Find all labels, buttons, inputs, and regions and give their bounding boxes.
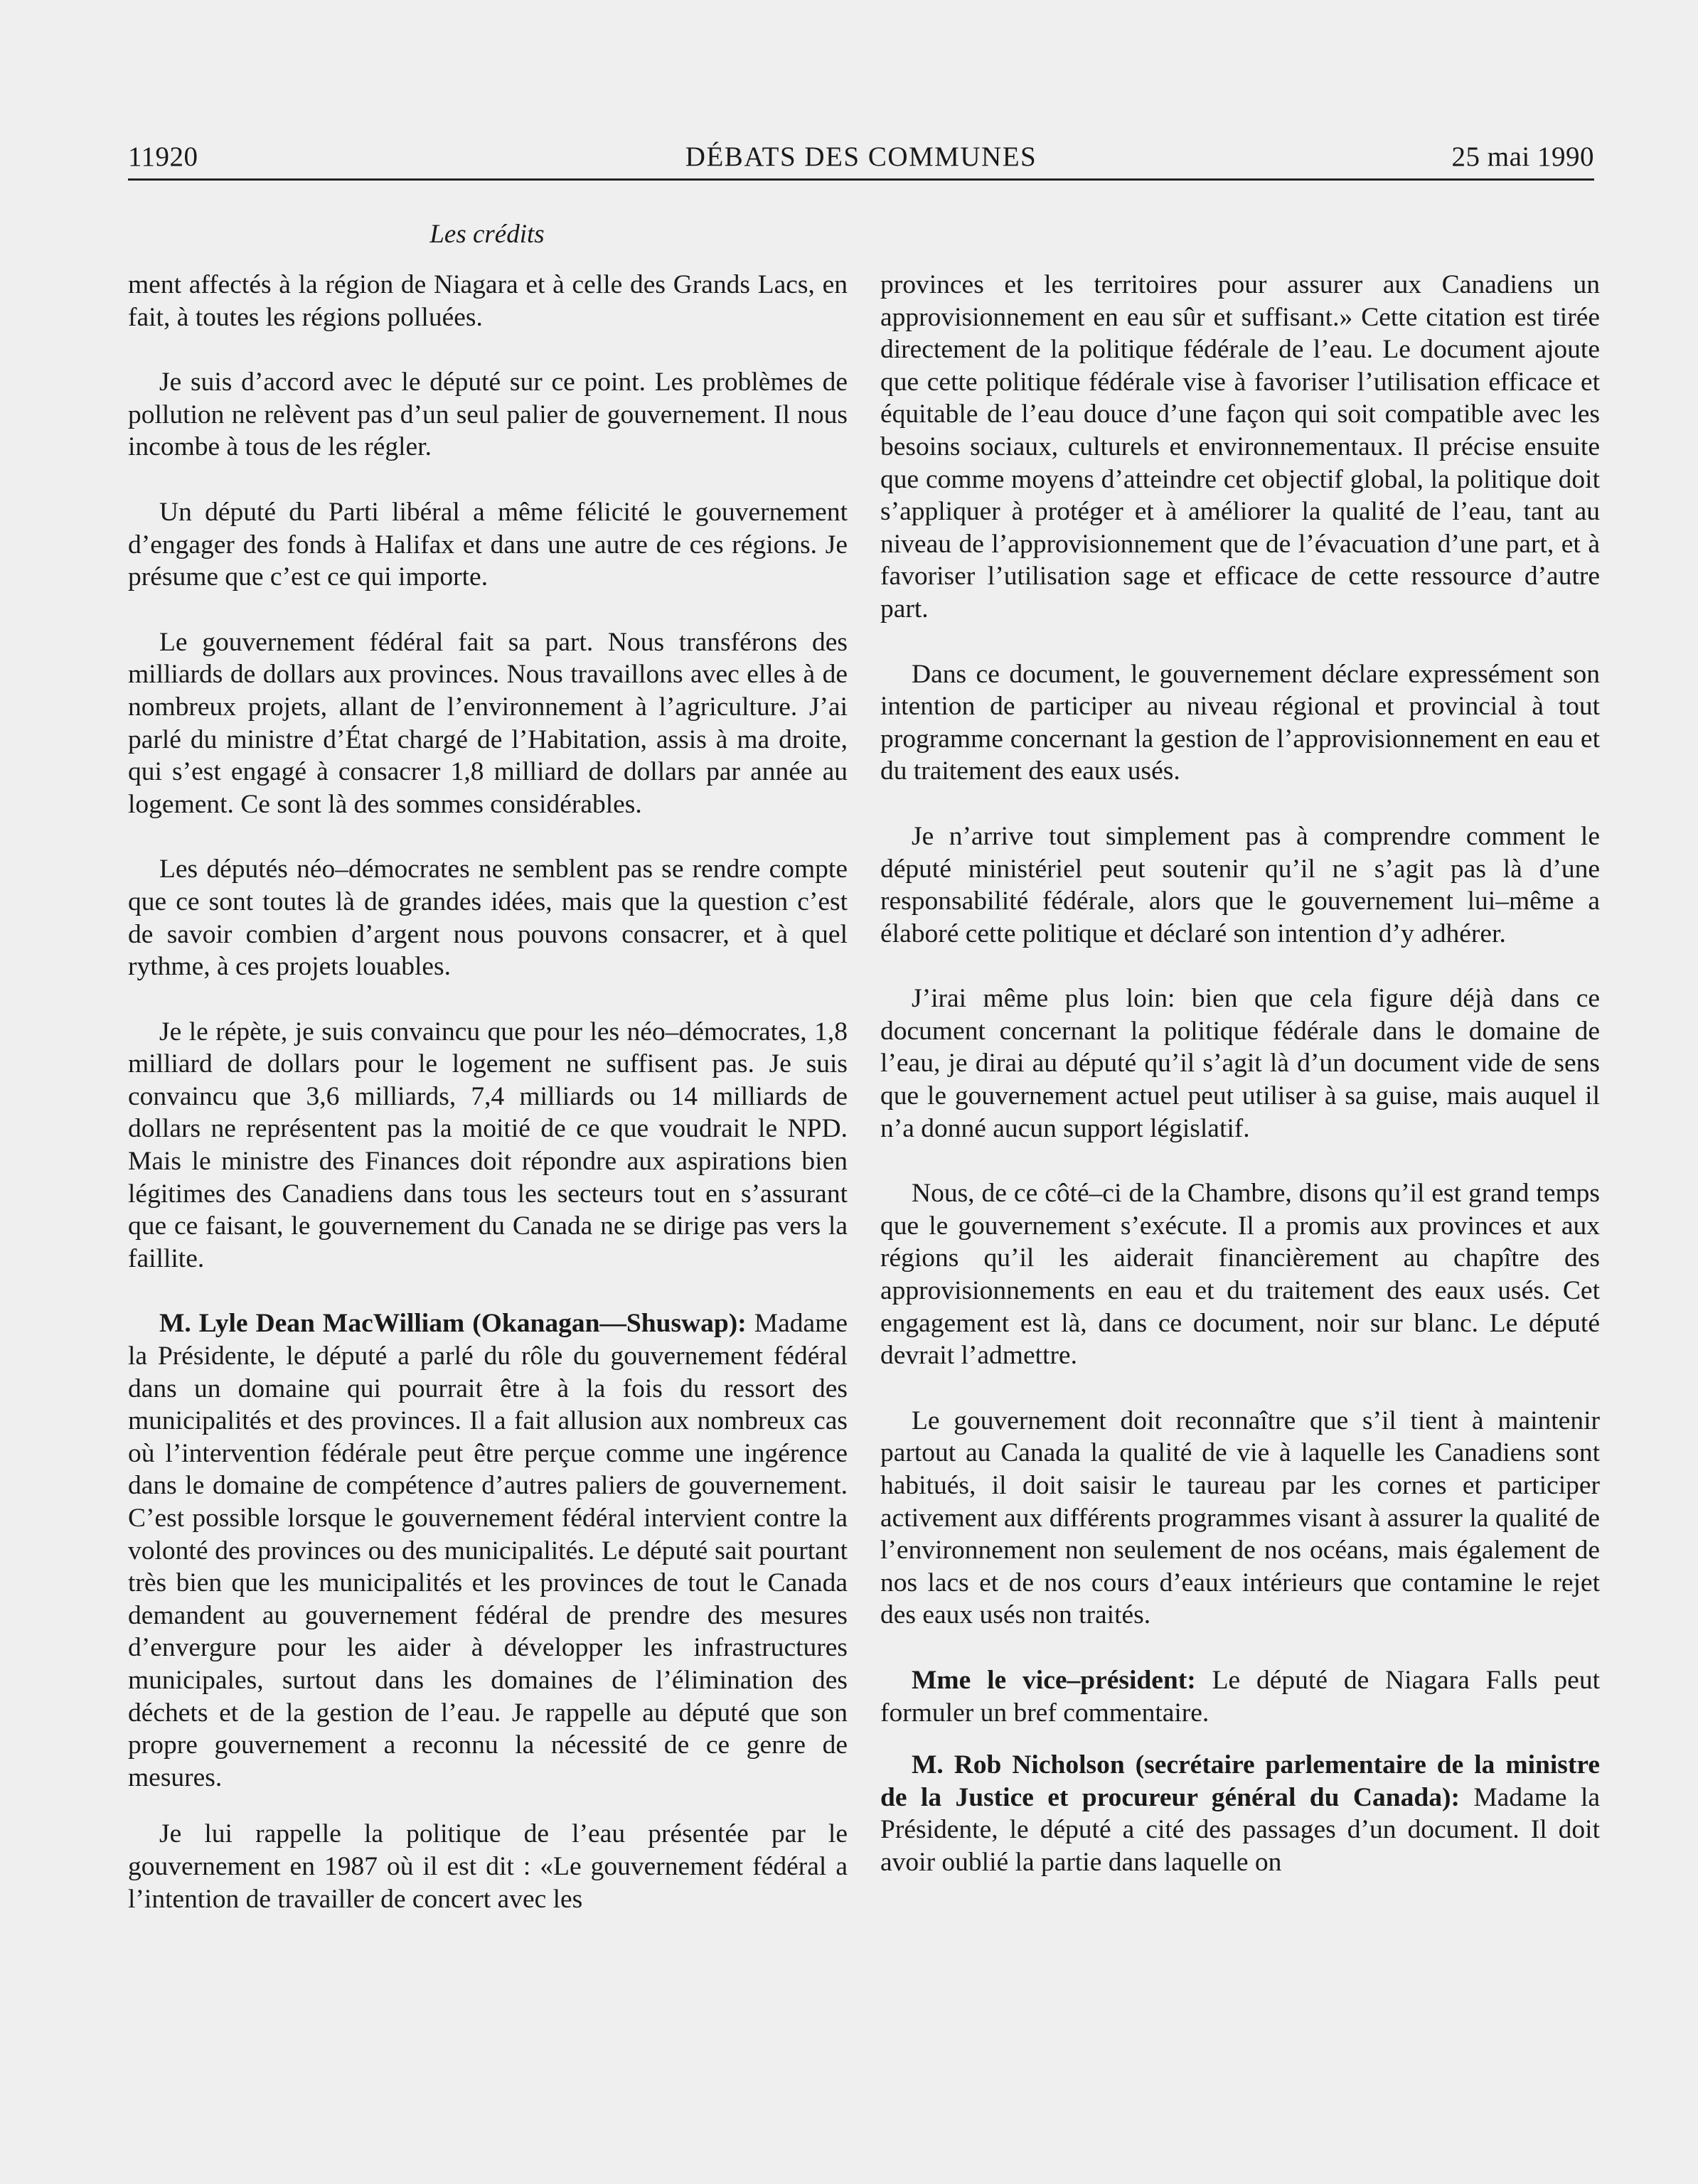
paragraph-text: ment affectés à la région de Niagara et à celle des Grands Lacs, en fait, à toutes les régions polluées. [128, 270, 848, 332]
paragraph [880, 820, 1600, 950]
publication-title: DÉBATS DES COMMUNES [685, 141, 1037, 172]
paragraph [128, 853, 848, 983]
paragraph-text: Les députés néo–démocrates ne semblent pas se rendre compte que ce sont toutes là de grandes idées, mais que la question c’est de savoir combien d’argent nous pouvons consacrer, et à quel rythme, à ces projets louables. [128, 855, 848, 982]
paragraph [880, 1405, 1600, 1632]
speaker-name: M. Lyle Dean MacWilliam (Okanagan—Shuswap): [159, 1309, 747, 1339]
right-column [880, 269, 1600, 1879]
publication-date: 25 mai 1990 [1451, 141, 1594, 172]
paragraph-text: Nous, de ce côté–ci de la Chambre, disons qu’il est grand temps que le gouvernement s’exécute. Il a promis aux provinces et aux régions qu’il les aiderait financièrement au chapître des approvisionnements en eau et du traitement des eaux usés. Cet engagement est là, dans ce document, noir sur blanc. Le député devrait l’admettre. [880, 1179, 1600, 1371]
paragraph [128, 366, 848, 464]
paragraph-text: Je lui rappelle la politique de l’eau présentée par le gouvernement en 1987 où il est dit : «Le gouvernement fédéral a l’intention de travailler de concert avec les [128, 1819, 848, 1914]
paragraph-text: Je suis d’accord avec le député sur ce point. Les problèmes de pollution ne relèvent pas d’un seul palier de gouvernement. Il nous incombe à tous de les régler. [128, 368, 848, 462]
paragraph [128, 626, 848, 821]
paragraph-text: Dans ce document, le gouvernement déclare expressément son intention de participer au niveau régional et provincial à tout programme concernant la gestion de l’approvisionnement en eau et du traitement des eaux usés. [880, 659, 1600, 786]
paragraph [880, 983, 1600, 1145]
speech-paragraph [880, 1749, 1600, 1878]
speech-paragraph [128, 1307, 848, 1794]
paragraph-text: Je le répète, je suis convaincu que pour les néo–démocrates, 1,8 milliard de dollars pour le logement ne suffisent pas. Je suis convaincu que 3,6 milliards, 7,4 milliards ou 14 milliards de dollars ne représentent pas la moitié de ce que voudrait le NPD. Mais le ministre des Finances doit répondre aux aspirations bien légitimes des Canadiens dans tous les secteurs tout en s’assurant que ce faisant, le gouvernement du Canada ne se dirige pas vers la faillite. [128, 1017, 848, 1273]
paragraph [880, 269, 1600, 626]
paragraph-text: Je n’arrive tout simplement pas à comprendre comment le député ministériel peut soutenir qu’il ne s’agit pas là d’une responsabilité fédérale, alors que le gouvernement lui–même a élaboré cette politique et déclaré son intention d’y adhérer. [880, 821, 1600, 948]
paragraph [880, 1177, 1600, 1372]
paragraph-text: J’irai même plus loin: bien que cela figure déjà dans ce document concernant la politique fédérale dans le domaine de l’eau, je dirai au député qu’il s’agit là d’un document vide de sens que le gouvernement actuel peut utiliser à sa guise, mais auquel il n’a donné aucun support législatif. [880, 984, 1600, 1143]
paragraph [128, 269, 848, 333]
speech-paragraph [880, 1664, 1600, 1729]
paragraph-text: Un député du Parti libéral a même félicité le gouvernement d’engager des fonds à Halifax et dans une autre de ces régions. Je présume que c’est ce qui importe. [128, 497, 848, 592]
paragraph-text: Madame la Présidente, le député a cité des passages d’un document. Il doit avoir oublié la partie dans laquelle on [880, 1782, 1601, 1877]
paragraph [128, 496, 848, 594]
page-number: 11920 [128, 141, 198, 172]
speaker-name: M. Rob Nicholson (secrétaire parlementaire de la ministre de la Justice et procureur général du Canada): [880, 1750, 1600, 1812]
section-subheader: Les crédits [429, 220, 545, 249]
paragraph-text: Madame la Présidente, le député a parlé du rôle du gouvernement fédéral dans un domaine qui pourrait être à la fois du ressort des municipalités et des provinces. Il a fait allusion aux nombreux cas où l’intervention fédérale peut être perçue comme une ingérence dans le domaine de compétence d’autres paliers de gouvernement. C’est possible lorsque le gouvernement fédéral intervient contre la volonté des provinces ou des municipalités. Le député sait pourtant très bien que les municipalités et les provinces de tout le Canada demandent au gouvernement fédéral de prendre des mesures d’envergure pour les aider à développer les infrastructures municipales, surtout dans les domaines de l’élimination des déchets et de la gestion de l’eau. Je rappelle au député que son propre gouvernement a reconnu la nécessité de ce genre de mesures. [128, 1309, 848, 1792]
paragraph [880, 658, 1600, 788]
paragraph-text: Le gouvernement fédéral fait sa part. Nous transférons des milliards de dollars aux provinces. Nous travaillons avec elles à de nombreux projets, allant de l’environnement à l’agriculture. J’ai parlé du ministre d’État chargé de l’Habitation, assis à ma droite, qui s’est engagé à consacrer 1,8 milliard de dollars par année au logement. Ce sont là des sommes considérables. [128, 627, 848, 819]
paragraph [128, 1016, 848, 1275]
paragraph-text: Le député de Niagara Falls peut formuler un bref commentaire. [880, 1665, 1600, 1728]
paragraph-text: provinces et les territoires pour assurer aux Canadiens un approvisionnement en eau sûr et suffisant.» Cette citation est tirée directement de la politique fédérale de l’eau. Le document ajoute que cette politique fédérale vise à favoriser l’utilisation efficace et équitable de l’eau douce d’une façon qui soit compatible avec les besoins sociaux, culturels et environnementaux. Il précise ensuite que comme moyens d’atteindre cet objectif global, la politique doit s’appliquer à protéger et à améliorer la qualité de l’eau, tant au niveau de l’approvisionnement que de l’évacuation d’une part, et à favoriser l’utilisation sage et efficace de cette ressource d’autre part. [880, 270, 1600, 623]
paragraph [128, 1818, 848, 1915]
paragraph-text: Le gouvernement doit reconnaître que s’il tient à maintenir partout au Canada la qualité de vie à laquelle les Canadiens sont habitués, il doit saisir le taureau par les cornes et participer activement aux différents programmes visant à assurer la qualité de l’environnement non seulement de nos océans, mais également de nos lacs et de nos cours d’eaux intérieurs que contamine le rejet des eaux usés non traités. [880, 1406, 1600, 1630]
left-column [128, 269, 848, 1915]
speaker-name: Mme le vice–président: [912, 1665, 1196, 1695]
page-header [128, 137, 1594, 181]
